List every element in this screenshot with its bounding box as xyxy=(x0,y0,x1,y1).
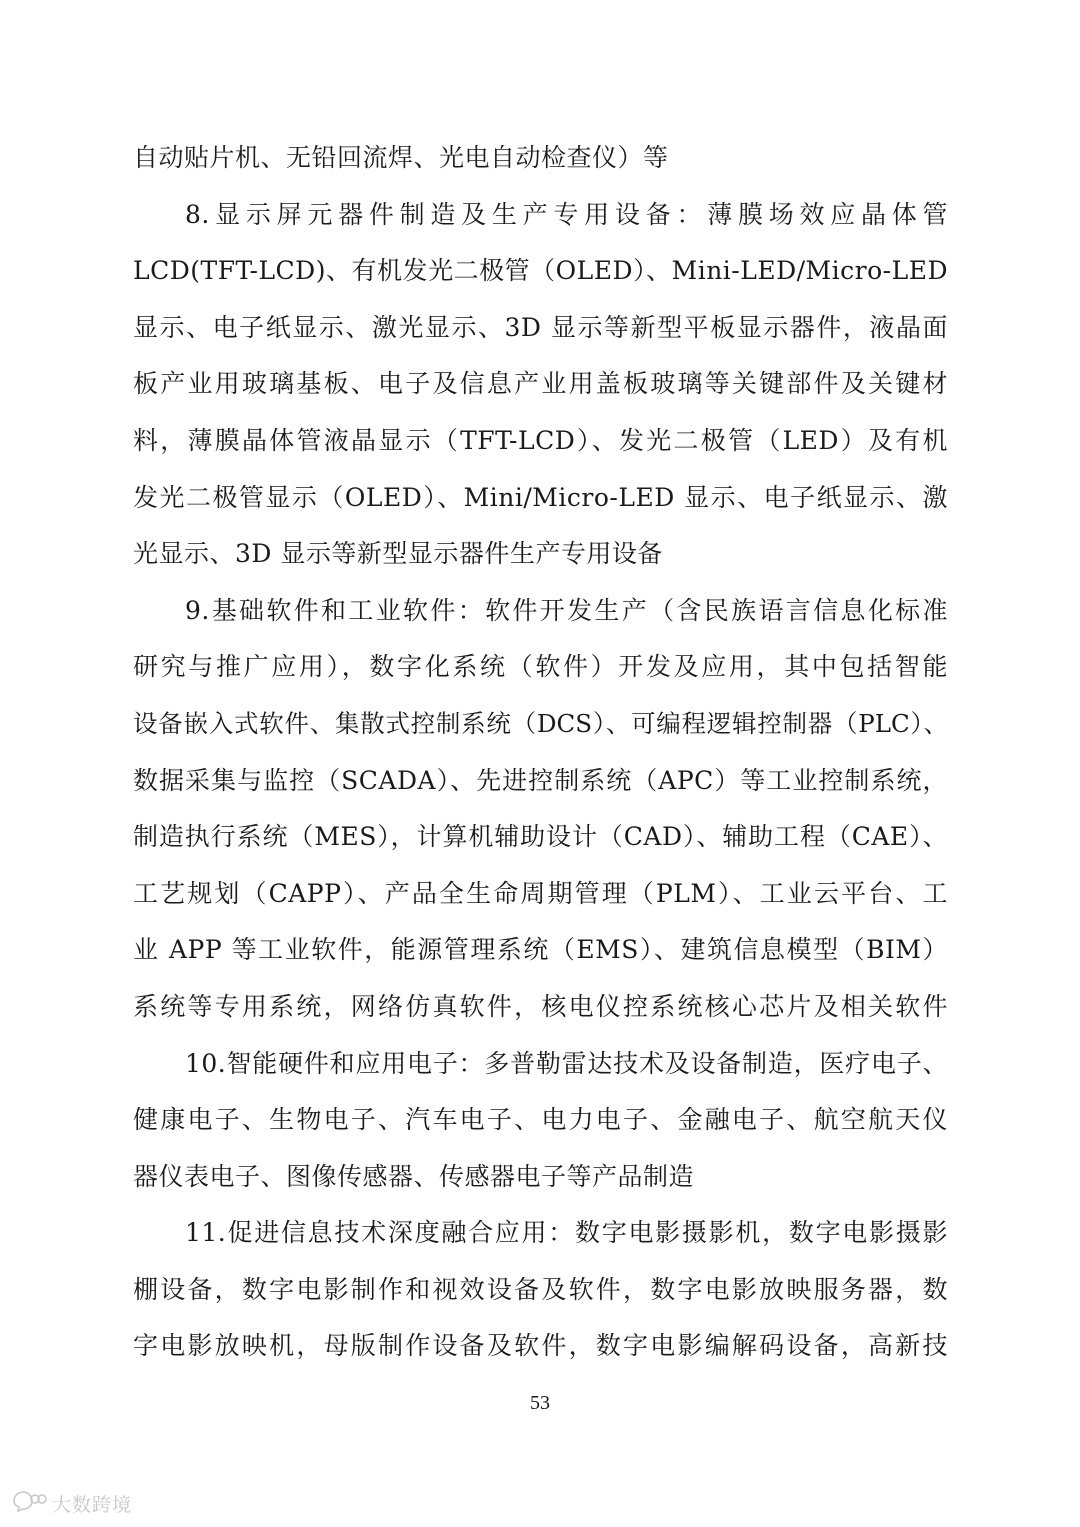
paragraph-first-line: 10.智能硬件和应用电子：多普勒雷达技术及设备制造，医疗电子、 xyxy=(185,1048,948,1078)
text-line: 工艺规划（CAPP）、产品全生命周期管理（PLM）、工业云平台、工 xyxy=(133,878,948,908)
text-line: 字电影放映机，母版制作设备及软件，数字电影编解码设备，高新技 xyxy=(133,1331,948,1361)
text-line: 光显示、3D 显示等新型显示器件生产专用设备 xyxy=(133,539,663,569)
text-line: 棚设备，数字电影制作和视效设备及软件，数字电影放映服务器，数 xyxy=(133,1274,948,1304)
chat-bubble-logo-icon xyxy=(10,1490,48,1516)
watermark xyxy=(10,1490,132,1516)
paragraph-first-line: 8.显示屏元器件制造及生产专用设备：薄膜场效应晶体管 xyxy=(185,199,948,229)
watermark-text: 大数跨境 xyxy=(52,1493,133,1516)
text-line: 自动贴片机、无铅回流焊、光电自动检查仪）等 xyxy=(133,143,669,172)
text-line: 料，薄膜晶体管液晶显示（TFT-LCD）、发光二极管（LED）及有机 xyxy=(133,425,948,455)
paragraph-first-line: 9.基础软件和工业软件：软件开发生产（含民族语言信息化标准 xyxy=(185,595,948,625)
text-line: 板产业用玻璃基板、电子及信息产业用盖板玻璃等关键部件及关键材 xyxy=(133,369,948,399)
text-line: 系统等专用系统，网络仿真软件，核电仪控系统核心芯片及相关软件 xyxy=(133,991,948,1021)
text-line: 业 APP 等工业软件，能源管理系统（EMS）、建筑信息模型（BIM） xyxy=(133,935,948,965)
text-line: 数据采集与监控（SCADA）、先进控制系统（APC）等工业控制系统， xyxy=(133,765,948,795)
text-line: 制造执行系统（MES），计算机辅助设计（CAD）、辅助工程（CAE）、 xyxy=(133,822,948,852)
text-line: 研究与推广应用），数字化系统（软件）开发及应用，其中包括智能 xyxy=(133,652,948,682)
document-body xyxy=(133,130,948,1375)
text-line: 健康电子、生物电子、汽车电子、电力电子、金融电子、航空航天仪 xyxy=(133,1105,948,1135)
page-number: 53 xyxy=(530,1392,550,1414)
text-line: 设备嵌入式软件、集散式控制系统（DCS）、可编程逻辑控制器（PLC）、 xyxy=(133,708,948,738)
text-line: 器仪表电子、图像传感器、传感器电子等产品制造 xyxy=(133,1161,695,1191)
text-line: LCD(TFT-LCD)、有机发光二极管（OLED）、Mini-LED/Micro-LED xyxy=(133,256,948,286)
text-line: 显示、电子纸显示、激光显示、3D 显示等新型平板显示器件，液晶面 xyxy=(133,312,948,342)
paragraph-first-line: 11.促进信息技术深度融合应用：数字电影摄影机，数字电影摄影 xyxy=(185,1218,948,1248)
text-line: 发光二极管显示（OLED）、Mini/Micro-LED 显示、电子纸显示、激 xyxy=(133,482,948,512)
